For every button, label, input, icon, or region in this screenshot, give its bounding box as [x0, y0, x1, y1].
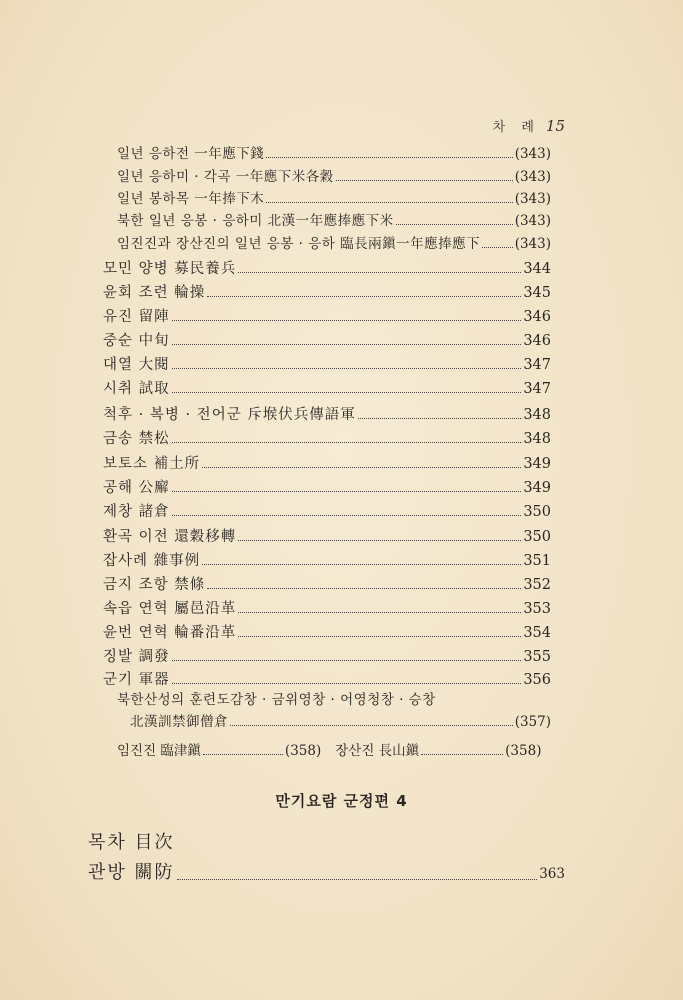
toc-entry: [103, 626, 551, 641]
toc-sub-entry: [117, 238, 551, 252]
toc-sub-heading: [117, 694, 551, 708]
entry-title: 일년 봉하목 一年捧下木: [117, 191, 265, 207]
toc-sub-entry: [117, 148, 551, 162]
toc-entry: [103, 457, 551, 472]
leader-dots: [177, 870, 538, 880]
toc-section-entry: [88, 858, 565, 884]
leader-dots: [172, 483, 522, 492]
leader-dots: [202, 556, 521, 565]
running-head-title: 차 례: [492, 120, 540, 135]
toc-entry: [103, 481, 551, 496]
entry-title: 목차 目次: [88, 832, 175, 853]
toc-entry: [103, 602, 551, 617]
entry-title: 관방 關防: [88, 862, 175, 883]
leader-dots: [172, 434, 522, 443]
leader-dots: [336, 172, 513, 180]
toc-sub-entry-pair: [117, 739, 551, 759]
leader-dots: [172, 675, 522, 684]
toc-sub-entry: [117, 193, 551, 207]
entry-title: 유진 留陣: [103, 309, 170, 325]
entry-title: 일년 응하전 一年應下錢: [117, 146, 265, 162]
entry-page: 355: [523, 649, 551, 665]
leader-dots: [203, 747, 283, 755]
toc-entry: [103, 530, 551, 545]
entry-title: 장산진 長山鎭: [335, 743, 420, 759]
entry-title: 잡사례 雜事例: [103, 553, 201, 569]
entry-page: (343): [514, 236, 551, 252]
entry-page: 356: [523, 672, 551, 688]
toc-entry: [103, 358, 551, 373]
leader-dots: [421, 747, 503, 755]
leader-dots: [172, 360, 522, 369]
entry-title: 척후 · 복병 · 전어군 斥堠伏兵傳語軍: [103, 407, 356, 423]
leader-dots: [238, 628, 521, 637]
toc-entry: [103, 382, 551, 397]
leader-dots: [202, 459, 521, 468]
entry-title: 北漢訓禁御僧倉: [130, 714, 228, 730]
entry-title: 금지 조항 禁條: [103, 577, 206, 593]
toc-entry: [103, 310, 551, 325]
leader-dots: [230, 717, 513, 725]
entry-page: 347: [523, 357, 551, 373]
entry-page: (358): [505, 743, 542, 759]
toc-section-entry: [88, 828, 565, 854]
entry-page: 350: [523, 504, 551, 520]
entry-page: 363: [539, 866, 565, 882]
entry-title: 임진진과 장산진의 일년 응봉 · 응하 臨長兩鎭一年應捧應下: [117, 236, 481, 252]
leader-dots: [482, 239, 513, 247]
leader-dots: [238, 264, 521, 273]
toc-sub-entry: [130, 716, 551, 730]
entry-page: 351: [523, 553, 551, 569]
entry-page: 346: [523, 333, 551, 349]
toc-sub-entry: [117, 215, 551, 229]
entry-title: 일년 응하미 · 각곡 一年應下米各穀: [117, 169, 334, 185]
leader-dots: [172, 652, 522, 661]
toc-entry: [103, 673, 551, 688]
entry-page: 345: [523, 285, 551, 301]
entry-title: 속읍 연혁 屬邑沿革: [103, 601, 237, 617]
entry-title: 환곡 이전 還穀移轉: [103, 529, 237, 545]
entry-page: 347: [523, 381, 551, 397]
leader-dots: [172, 384, 522, 393]
page-number: 15: [545, 117, 565, 135]
leader-dots: [172, 312, 522, 321]
entry-title: 금송 禁松: [103, 431, 170, 447]
toc-entry: [103, 334, 551, 349]
entry-title: 제창 諸倉: [103, 504, 170, 520]
leader-dots: [396, 216, 513, 224]
entry-title: 임진진 臨津鎭: [117, 743, 201, 759]
entry-page: (358): [284, 743, 322, 759]
toc-entry: [103, 286, 551, 301]
entry-title: 윤회 조련 輪操: [103, 285, 206, 301]
entry-title: 북한 일년 응봉 · 응하미 北漢一年應捧應下米: [117, 213, 394, 229]
leader-dots: [207, 580, 521, 589]
entry-title: 북한산성의 훈련도감창 · 금위영창 · 어영청창 · 승창: [117, 692, 436, 708]
leader-dots: [238, 604, 521, 613]
section-title: 만기요람 군정편 4: [275, 792, 408, 810]
entry-page: 350: [523, 529, 551, 545]
entry-title: 중순 中旬: [103, 333, 170, 349]
running-head: [493, 116, 565, 135]
entry-page: 349: [523, 456, 551, 472]
toc-entry: [103, 432, 551, 447]
leader-dots: [238, 532, 521, 541]
entry-page: (357): [514, 714, 551, 730]
entry-page: 353: [523, 601, 551, 617]
entry-title: 군기 軍器: [103, 672, 170, 688]
toc-entry: [103, 650, 551, 665]
toc-entry: [103, 408, 551, 423]
entry-page: 354: [523, 625, 551, 641]
entry-title: 공해 公廨: [103, 480, 170, 496]
entry-page: 346: [523, 309, 551, 325]
entry-title: 모민 양병 募民養兵: [103, 261, 237, 277]
entry-page: 344: [523, 261, 551, 277]
leader-dots: [358, 410, 522, 419]
entry-page: 348: [523, 431, 551, 447]
toc-entry: [103, 262, 551, 277]
leader-dots: [172, 507, 522, 516]
entry-title: 징발 調發: [103, 649, 170, 665]
leader-dots: [266, 194, 512, 202]
entry-page: (343): [514, 213, 551, 229]
entry-title: 보토소 補土所: [103, 456, 201, 472]
entry-title: 대열 大閱: [103, 357, 170, 373]
toc-entry: [103, 554, 551, 569]
entry-page: 352: [523, 577, 551, 593]
entry-title: 시취 試取: [103, 381, 170, 397]
entry-page: (343): [514, 146, 551, 162]
leader-dots: [266, 149, 512, 157]
toc-entry: [103, 578, 551, 593]
entry-page: 348: [523, 407, 551, 423]
toc-entry: [103, 505, 551, 520]
leader-dots: [172, 336, 522, 345]
leader-dots: [207, 288, 521, 297]
toc-sub-entry: [117, 171, 551, 185]
entry-page: (343): [514, 169, 551, 185]
entry-page: (343): [514, 191, 551, 207]
entry-title: 윤번 연혁 輪番沿革: [103, 625, 237, 641]
entry-page: 349: [523, 480, 551, 496]
